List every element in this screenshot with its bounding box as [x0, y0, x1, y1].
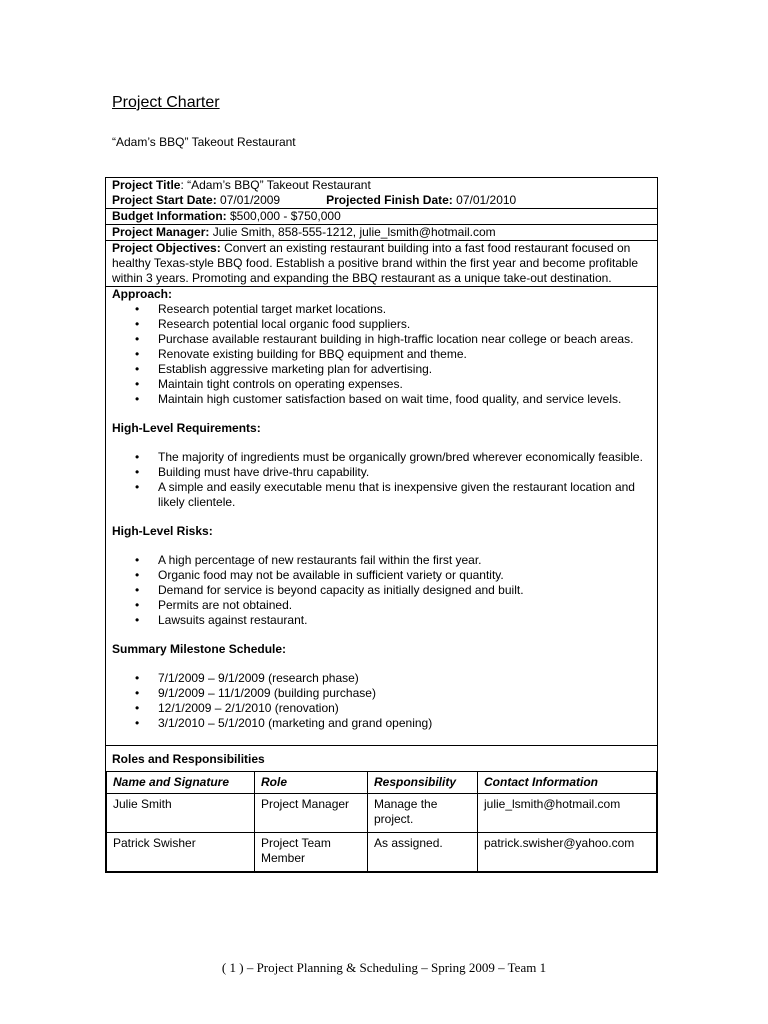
project-title-line: [112, 178, 651, 193]
list-item: • A high percentage of new restaurants fail within the first year.: [112, 553, 651, 568]
budget-label: Budget Information:: [112, 209, 227, 223]
list-item: • Research potential target market locations.: [112, 302, 651, 317]
table-row: [107, 794, 657, 833]
requirements-heading: High-Level Requirements:: [112, 421, 261, 435]
roles-table: [106, 771, 657, 872]
cell-responsibility: Manage the project.: [368, 794, 478, 833]
cell-name: Julie Smith: [107, 794, 255, 833]
document-subtitle: “Adam’s BBQ” Takeout Restaurant: [112, 135, 296, 149]
list-item: • 7/1/2009 – 9/1/2009 (research phase): [112, 671, 651, 686]
list-item: • Organic food may not be available in sufficient variety or quantity.: [112, 568, 651, 583]
cell-contact: patrick.swisher@yahoo.com: [478, 833, 657, 872]
list-item: • Permits are not obtained.: [112, 598, 651, 613]
document-title: Project Charter: [112, 94, 220, 111]
list-item: • Purchase available restaurant building in high-traffic location near college or beach areas.: [112, 332, 651, 347]
list-item: • Establish aggressive marketing plan for advertising.: [112, 362, 651, 377]
budget-row: [106, 209, 657, 225]
manager-row: [106, 225, 657, 241]
list-item: • Building must have drive-thru capability.: [112, 465, 651, 480]
roles-header-row: [107, 772, 657, 794]
roles-section: [106, 746, 657, 872]
risks-list: [112, 553, 651, 628]
list-item: • Renovate existing building for BBQ equipment and theme.: [112, 347, 651, 362]
page-footer: ( 1 ) – Project Planning & Scheduling – Spring 2009 – Team 1: [221, 960, 547, 975]
list-item: • Maintain high customer satisfaction based on wait time, food quality, and service levels.: [112, 392, 651, 407]
approach-section: [106, 287, 657, 746]
list-item: • 12/1/2009 – 2/1/2010 (renovation): [112, 701, 651, 716]
list-item: • A simple and easily executable menu that is inexpensive given the restaurant location and likely clientele.: [112, 480, 651, 510]
col-role: Role: [255, 772, 368, 794]
objectives-label: Project Objectives:: [112, 241, 221, 255]
finish-date-value: 07/01/2010: [456, 193, 517, 207]
list-item: • The majority of ingredients must be organically grown/bred wherever economically feasible.: [112, 450, 651, 465]
list-item: • Lawsuits against restaurant.: [112, 613, 651, 628]
col-responsibility: Responsibility: [368, 772, 478, 794]
charter-box: [105, 177, 658, 873]
col-name-signature: Name and Signature: [107, 772, 255, 794]
cell-name: Patrick Swisher: [107, 833, 255, 872]
objectives-row: [106, 241, 657, 287]
project-title-label: Project Title: [112, 178, 181, 192]
cell-role: Project Manager: [255, 794, 368, 833]
approach-heading: Approach:: [112, 287, 172, 301]
budget-value: $500,000 - $750,000: [230, 209, 341, 223]
list-item: • 9/1/2009 – 11/1/2009 (building purchase): [112, 686, 651, 701]
table-row: [107, 833, 657, 872]
list-item: • Research potential local organic food suppliers.: [112, 317, 651, 332]
roles-heading: Roles and Responsibilities: [112, 752, 265, 766]
dates-line: [112, 193, 651, 208]
manager-label: Project Manager:: [112, 225, 210, 239]
col-contact: Contact Information: [478, 772, 657, 794]
title-dates-row: [106, 178, 657, 209]
milestones-list: [112, 671, 651, 731]
cell-responsibility: As assigned.: [368, 833, 478, 872]
requirements-list: [112, 450, 651, 510]
approach-list: [112, 302, 651, 407]
start-date-label: Project Start Date:: [112, 193, 217, 207]
objectives-value: Convert an existing restaurant building into a fast food restaurant focused on healthy Texas-style BBQ food. Establish a positive brand within the first year and become profitable within 3 years. Promoting and expanding the BBQ restaurant as a unique take-out destination.: [112, 241, 639, 285]
manager-value: Julie Smith, 858-555-1212, julie_lsmith@hotmail.com: [212, 225, 496, 239]
milestones-heading: Summary Milestone Schedule:: [112, 642, 287, 656]
list-item: • Maintain tight controls on operating expenses.: [112, 377, 651, 392]
list-item: • 3/1/2010 – 5/1/2010 (marketing and grand opening): [112, 716, 651, 731]
project-title-value: : “Adam’s BBQ” Takeout Restaurant: [180, 178, 371, 192]
cell-contact: julie_lsmith@hotmail.com: [478, 794, 657, 833]
list-item: • Demand for service is beyond capacity as initially designed and built.: [112, 583, 651, 598]
cell-role: Project Team Member: [255, 833, 368, 872]
finish-date-label: Projected Finish Date:: [326, 193, 453, 207]
risks-heading: High-Level Risks:: [112, 524, 213, 538]
start-date-value: 07/01/2009: [220, 193, 281, 207]
